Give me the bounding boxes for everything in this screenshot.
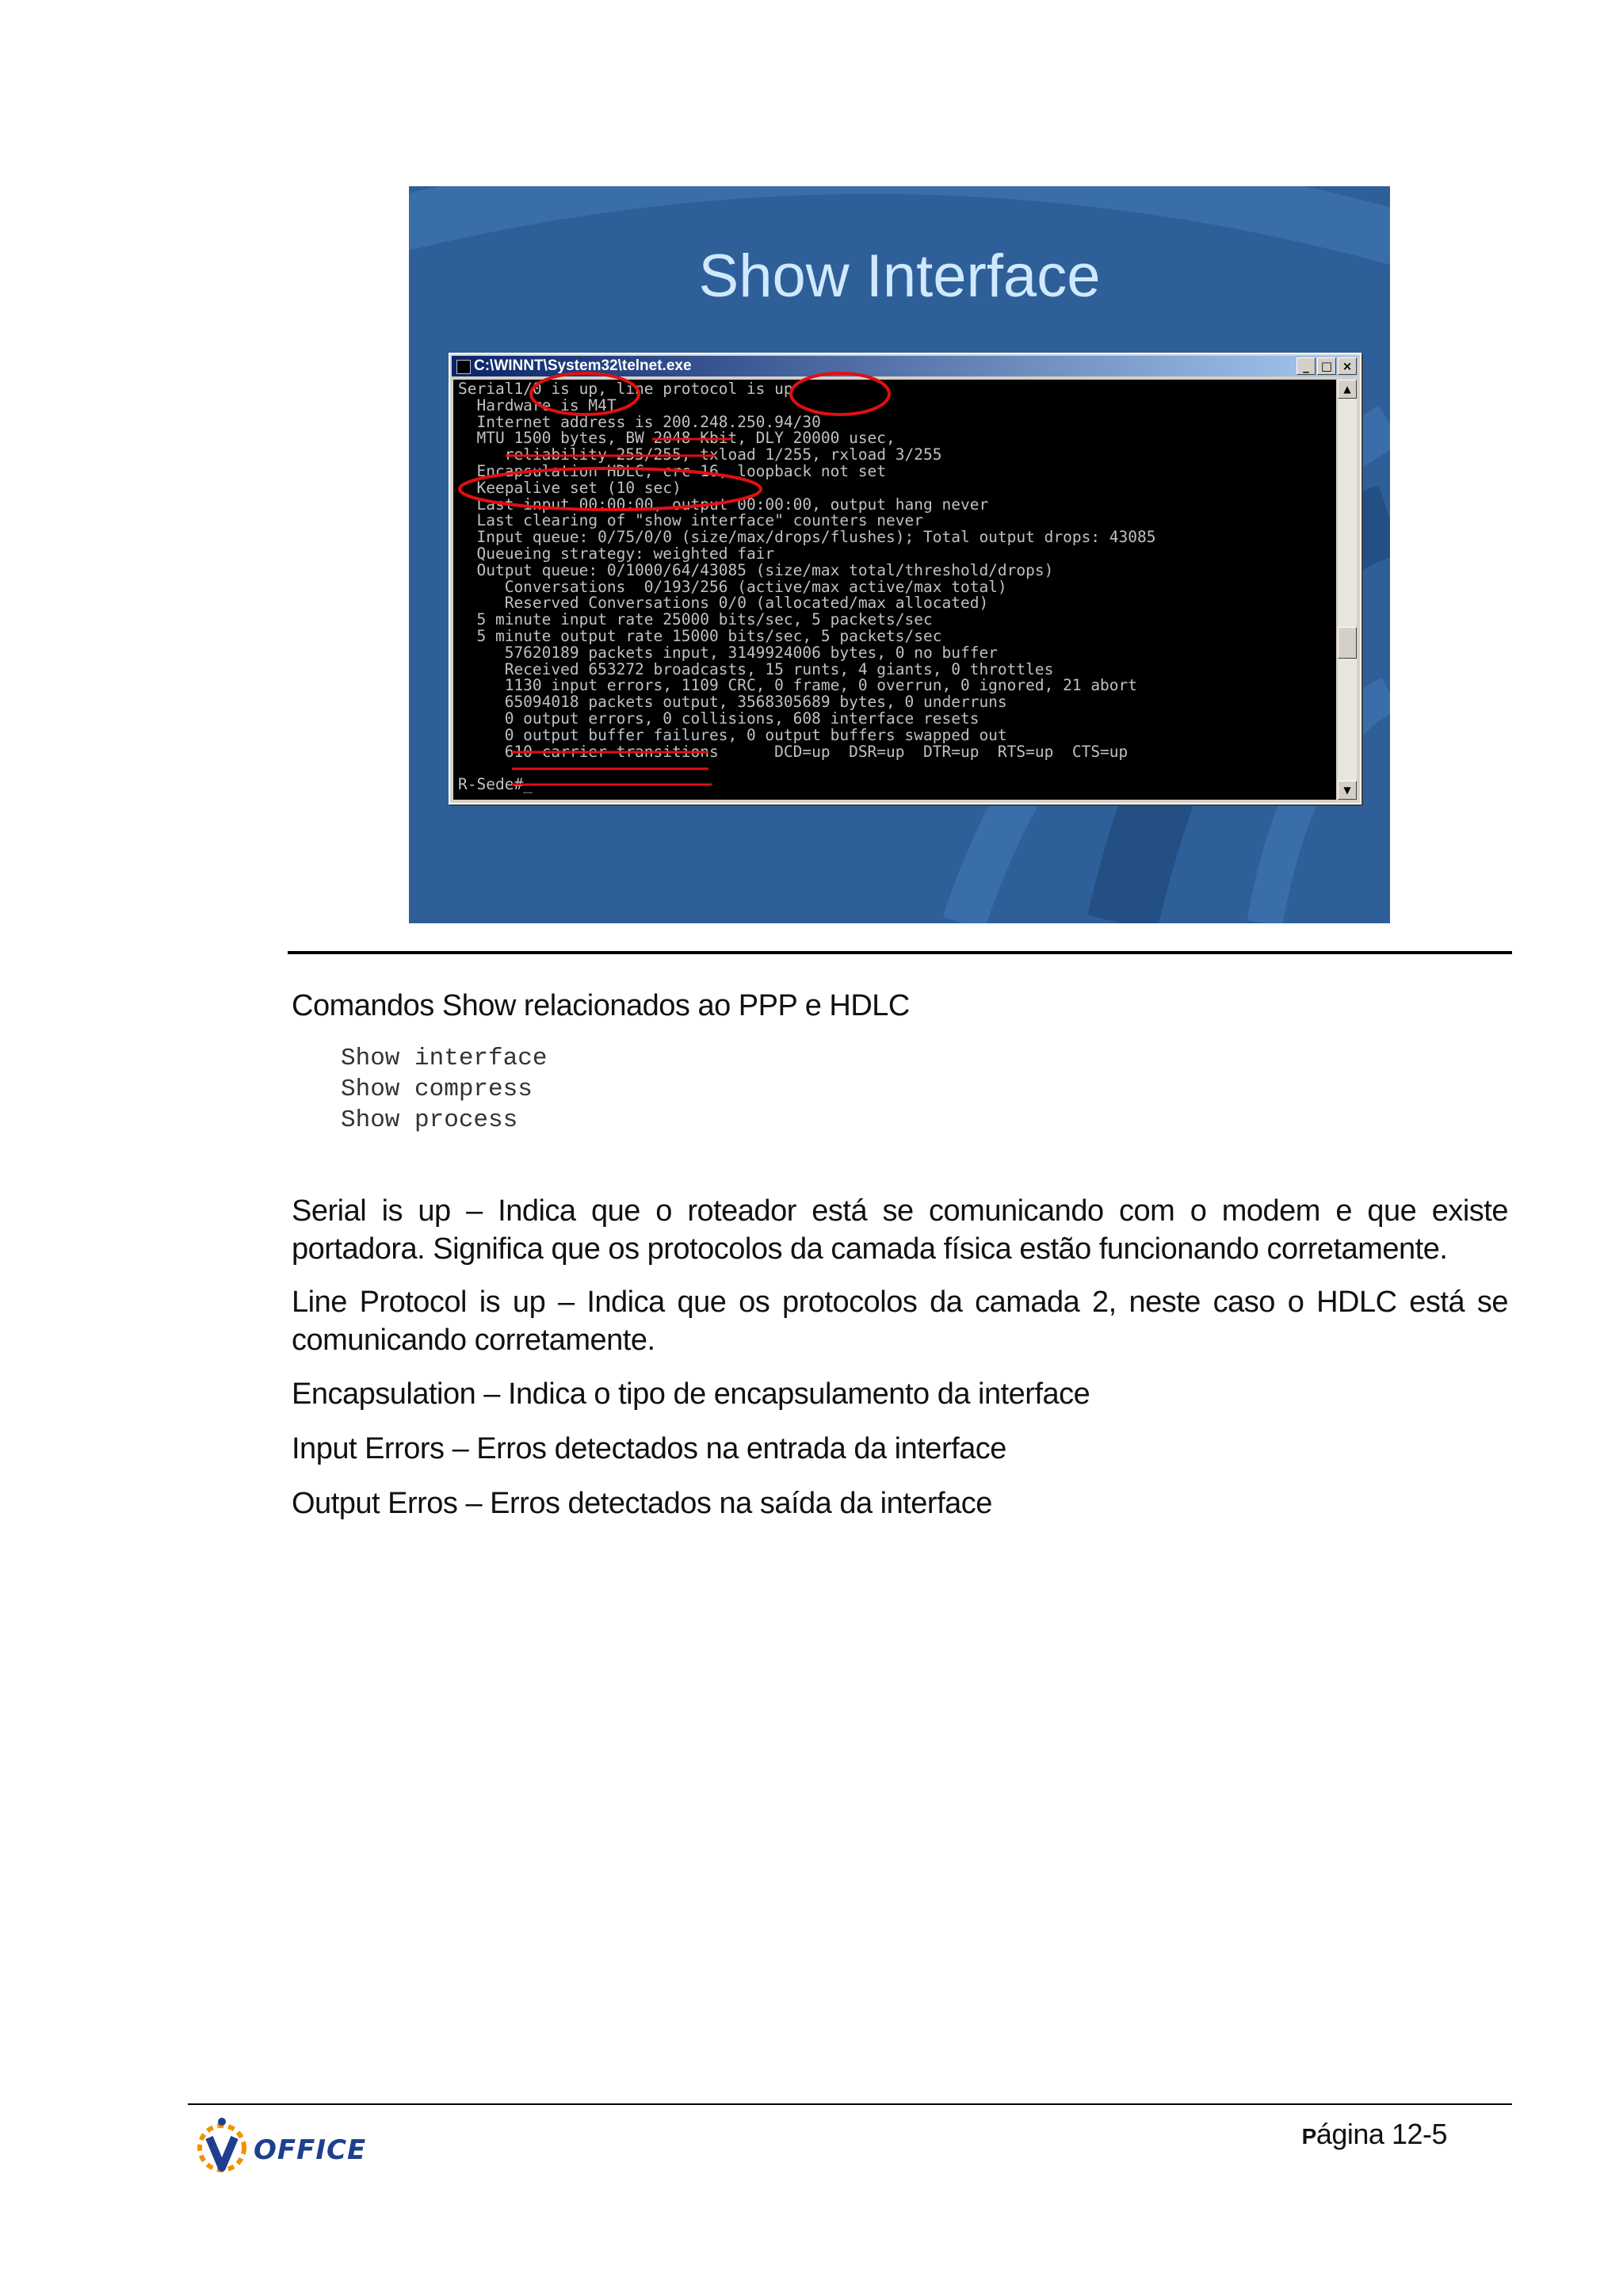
- window-title: C:\WINNT\System32\telnet.exe: [474, 357, 692, 374]
- console-app-icon: [456, 360, 471, 374]
- scroll-thumb[interactable]: [1338, 627, 1357, 659]
- console-line: Last input 00:00:00, output 00:00:00, output hang never: [476, 495, 989, 514]
- page-number: [1302, 2118, 1447, 2151]
- console-line: Output queue: 0/1000/64/43085 (size/max total/threshold/drops): [476, 560, 1054, 579]
- console-line: 57620189 packets input, 3149924006 bytes, 0 no buffer: [504, 643, 998, 662]
- command-item: Show process: [341, 1106, 518, 1134]
- console-line: Encapsulation HDLC, crc 16, loopback not set: [476, 461, 887, 480]
- console-line: 0 output errors, 0 collisions, 608 interface resets: [504, 709, 980, 728]
- console-line: 610 carrier transitions DCD=up DSR=up DTR=up RTS=up CTS=up: [504, 742, 1128, 761]
- command-item: Show interface: [341, 1045, 548, 1072]
- console-line: Hardware is M4T: [476, 395, 617, 415]
- logo-text: OFFICE: [254, 2134, 367, 2166]
- logo-mark-icon: [190, 2112, 254, 2183]
- footer-divider: [188, 2103, 1512, 2105]
- console-line: Keepalive set (10 sec): [476, 478, 682, 497]
- paragraph-encapsulation: Encapsulation – Indica o tipo de encapsulamento da interface: [292, 1377, 1090, 1411]
- console-line: Received 653272 broadcasts, 15 runts, 4 giants, 0 throttles: [504, 659, 1054, 678]
- scroll-down-icon[interactable]: ▼: [1338, 781, 1357, 800]
- maximize-button[interactable]: □: [1317, 357, 1336, 375]
- page-label: ágina 12-5: [1316, 2118, 1447, 2150]
- console-line: 1130 input errors, 1109 CRC, 0 frame, 0 overrun, 0 ignored, 21 abort: [504, 676, 1138, 695]
- slide-image: [409, 186, 1390, 923]
- paragraph-output-errors: Output Erros – Erros detectados na saída da interface: [292, 1487, 992, 1520]
- console-line: Internet address is 200.248.250.94/30: [476, 412, 821, 431]
- paragraph-serial-up: Serial is up – Indica que o roteador está se comunicando com o modem e que existe portadora. Significa que os protocolos da camada física estão funcionando corretamente.: [292, 1194, 1508, 1266]
- section-divider: [288, 951, 1512, 954]
- scroll-up-icon[interactable]: ▲: [1338, 380, 1357, 399]
- console-line: reliability 255/255, txload 1/255, rxload 3/255: [504, 445, 942, 464]
- console-output[interactable]: [453, 380, 1336, 800]
- telnet-window[interactable]: [449, 353, 1361, 804]
- console-line: 5 minute input rate 25000 bits/sec, 5 packets/sec: [476, 610, 933, 629]
- console-line: 5 minute output rate 15000 bits/sec, 5 packets/sec: [476, 626, 942, 645]
- window-titlebar[interactable]: [452, 356, 1358, 376]
- company-logo: [190, 2112, 367, 2183]
- close-button[interactable]: ×: [1338, 357, 1357, 375]
- paragraph-line-protocol: Line Protocol is up – Indica que os protocolos da camada 2, neste caso o HDLC está se comunicando corretamente.: [292, 1286, 1508, 1357]
- console-line: 0 output buffer failures, 0 output buffers swapped out: [504, 725, 1007, 744]
- console-line: Conversations 0/193/256 (active/max active/max total): [504, 577, 1007, 596]
- scrollbar[interactable]: [1338, 380, 1357, 800]
- page-prefix: P: [1301, 2124, 1316, 2149]
- console-line: MTU 1500 bytes, BW 2048 Kbit, DLY 20000 usec,: [476, 429, 896, 448]
- slide-title: Show Interface: [698, 243, 1101, 310]
- paragraph-input-errors: Input Errors – Erros detectados na entrada da interface: [292, 1432, 1006, 1465]
- command-item: Show compress: [341, 1075, 533, 1103]
- console-line: Serial1/0 is up, line protocol is up: [458, 380, 793, 398]
- console-line: Queueing strategy: weighted fair: [476, 544, 775, 563]
- console-text: [453, 380, 1336, 795]
- command-list: [341, 1043, 547, 1136]
- console-line: 65094018 packets output, 3568305689 bytes, 0 underruns: [504, 693, 1007, 712]
- console-line: Reserved Conversations 0/0 (allocated/max allocated): [504, 594, 989, 613]
- minimize-button[interactable]: _: [1296, 357, 1316, 375]
- console-line: Input queue: 0/75/0/0 (size/max/drops/flushes); Total output drops: 43085: [476, 528, 1156, 547]
- console-line: Last clearing of "show interface" counters never: [476, 511, 923, 530]
- console-line: R-Sede#_: [458, 775, 533, 794]
- section-heading: Comandos Show relacionados ao PPP e HDLC: [292, 989, 910, 1022]
